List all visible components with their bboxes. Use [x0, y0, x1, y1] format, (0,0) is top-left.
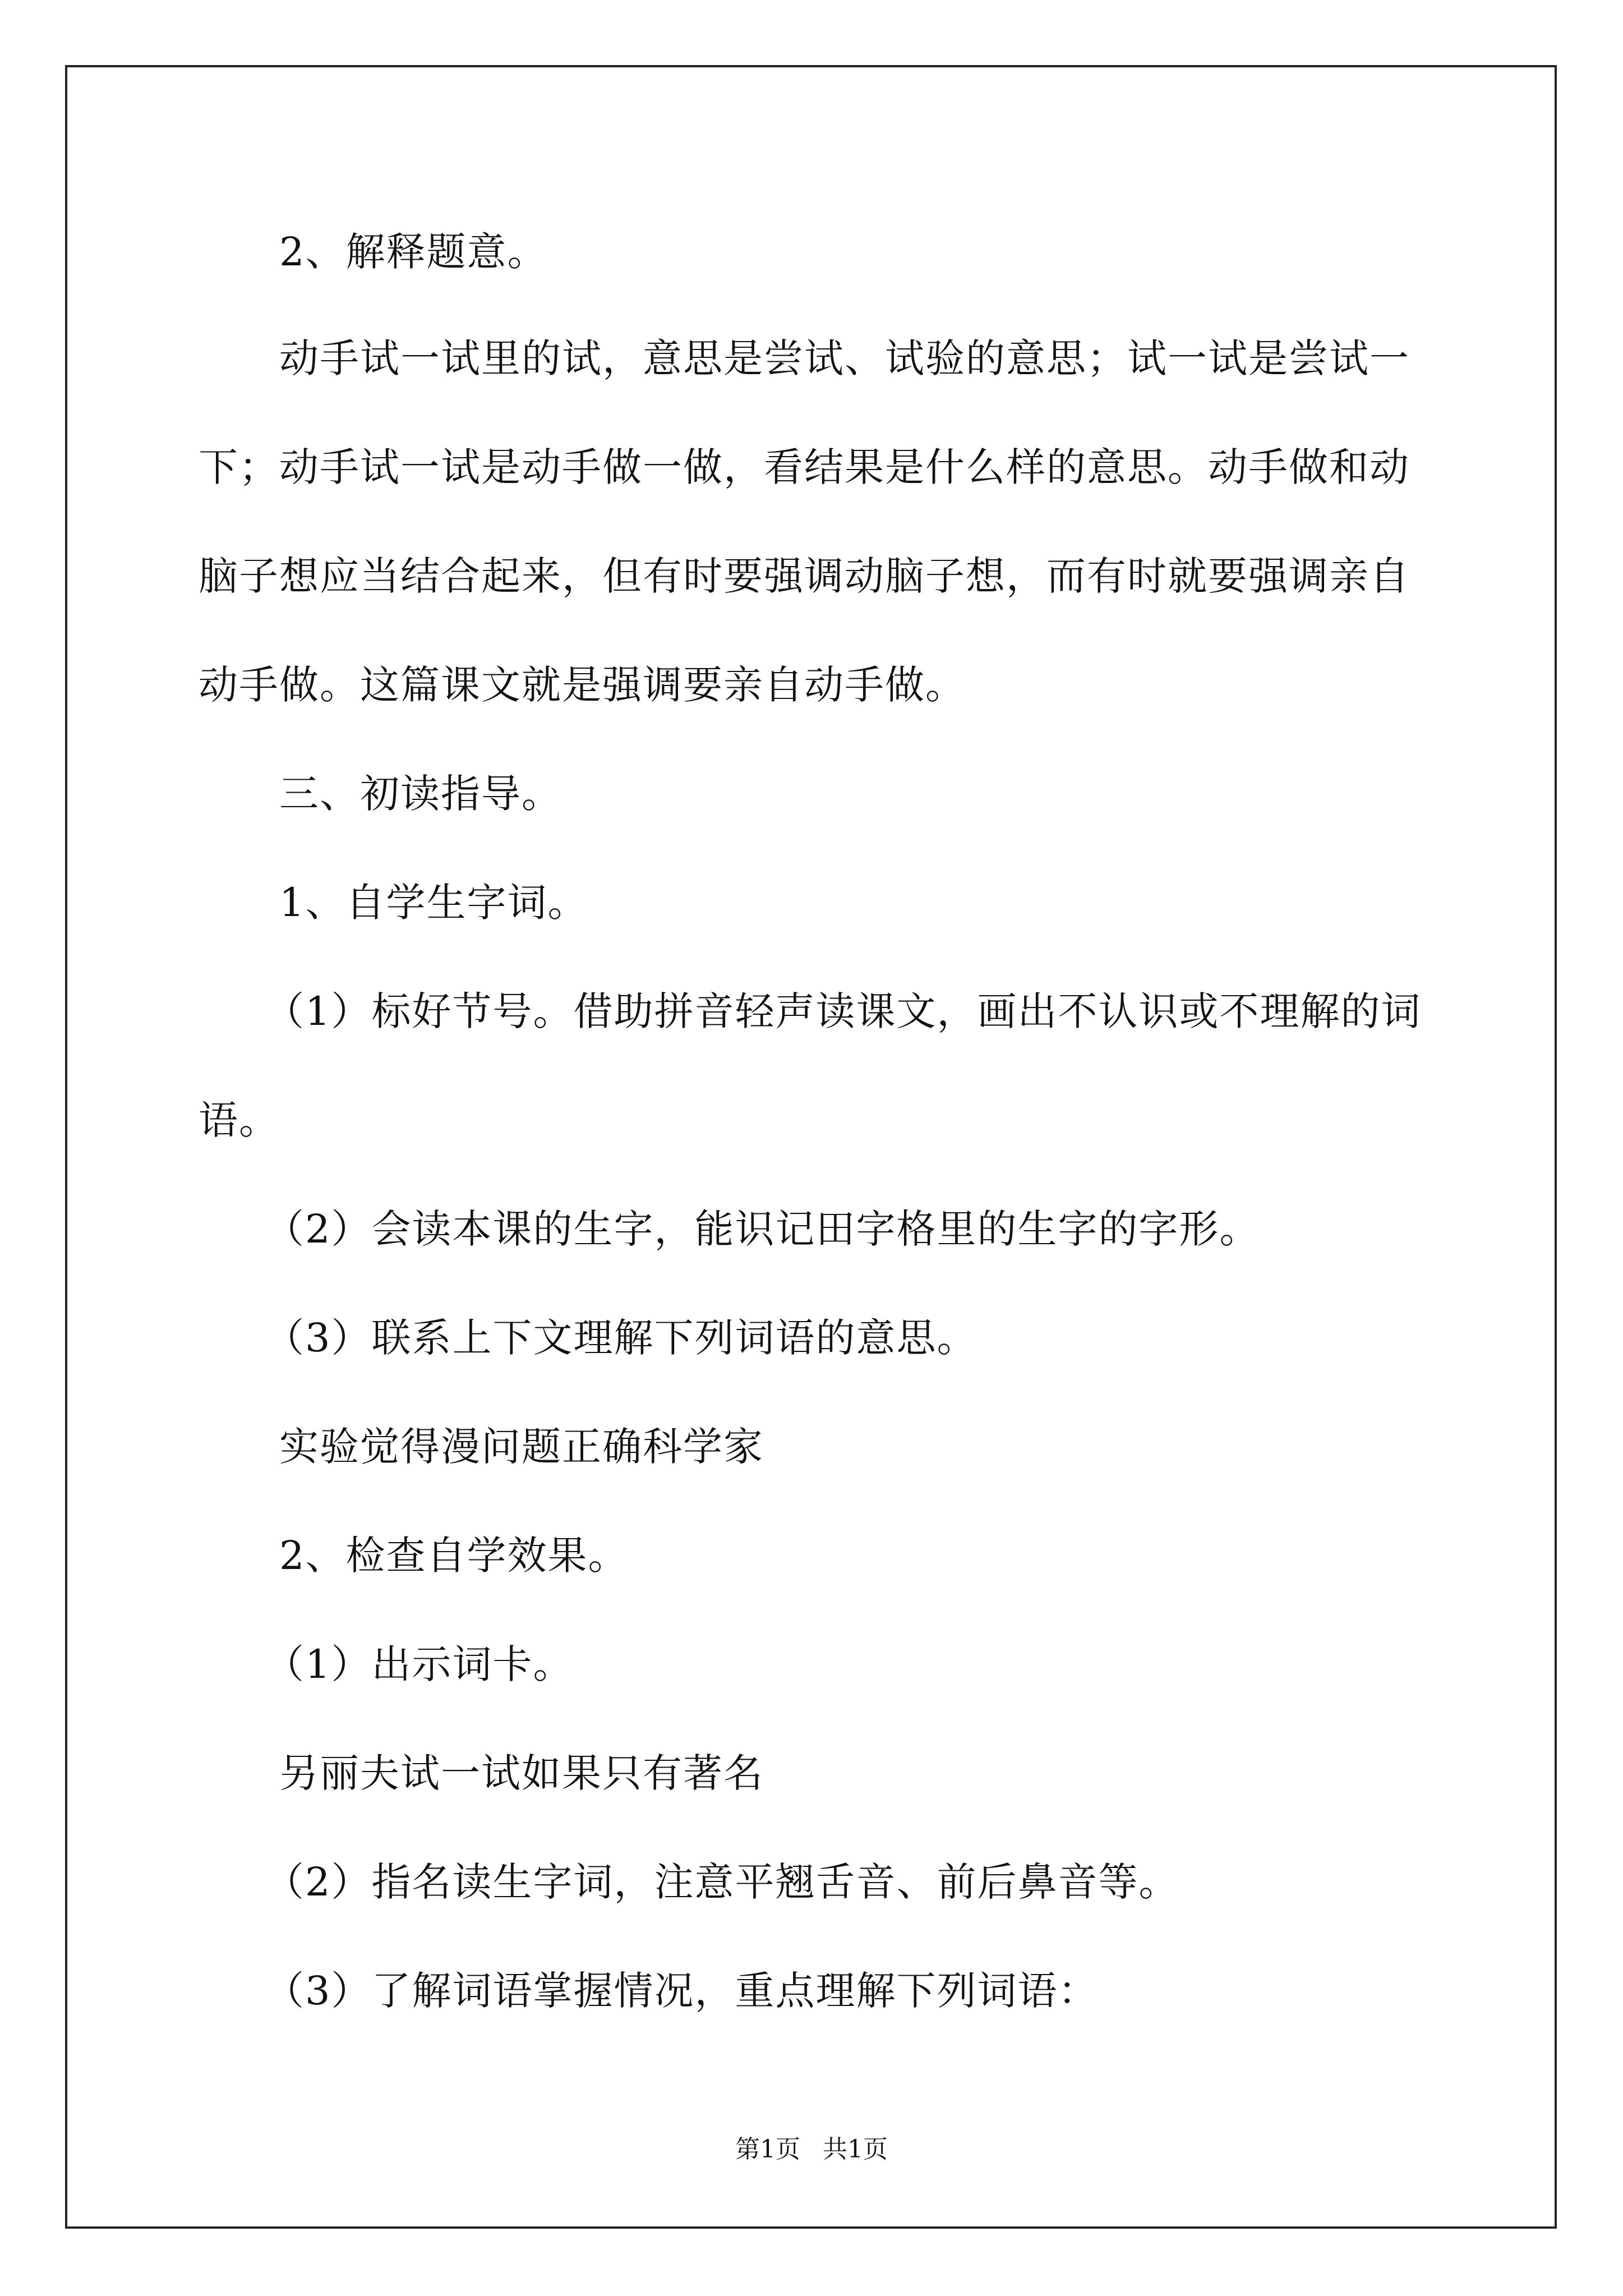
paragraph-explanation: 动手试一试里的试，意思是尝试、试验的意思；试一试是尝试一下；动手试一试是动手做一做，看结果是什么样的意思。动手做和动脑子想应当结合起来，但有时要强调动脑子想，而有时就要强调亲自动手做。这篇课文就是强调要亲自动手做。 [199, 335, 1410, 708]
page-number: 第1页 [735, 2135, 800, 2164]
paragraph-self-study: 1、自学生字词。 [279, 880, 588, 926]
paragraph-step-1: （1）标好节号。借助拼音轻声读课文，画出不认识或不理解的词语。 [199, 988, 1422, 1143]
paragraph-word-cards: （1）出示词卡。 [265, 1641, 574, 1687]
paragraph-step-3: （3）联系上下文理解下列词语的意思。 [265, 1315, 978, 1361]
heading-initial-reading: 三、初读指导。 [279, 771, 562, 817]
word-list-1: 实验觉得漫问题正确科学家 [279, 1424, 764, 1470]
paragraph-explain-title: 2、解释题意。 [279, 229, 548, 275]
paragraph-check-results: 2、检查自学效果。 [279, 1533, 629, 1579]
paragraph-step-2: （2）会读本课的生字，能识记田字格里的生字的字形。 [265, 1206, 1260, 1252]
paragraph-read-words: （2）指名读生字词，注意平翘舌音、前后鼻音等。 [265, 1859, 1179, 1905]
page-total: 共1页 [823, 2135, 888, 2164]
paragraph-understand-words: （3）了解词语掌握情况，重点理解下列词语： [265, 1968, 1099, 2014]
word-list-2: 另丽夫试一试如果只有著名 [279, 1750, 764, 1796]
page-footer [0, 2133, 1623, 2166]
